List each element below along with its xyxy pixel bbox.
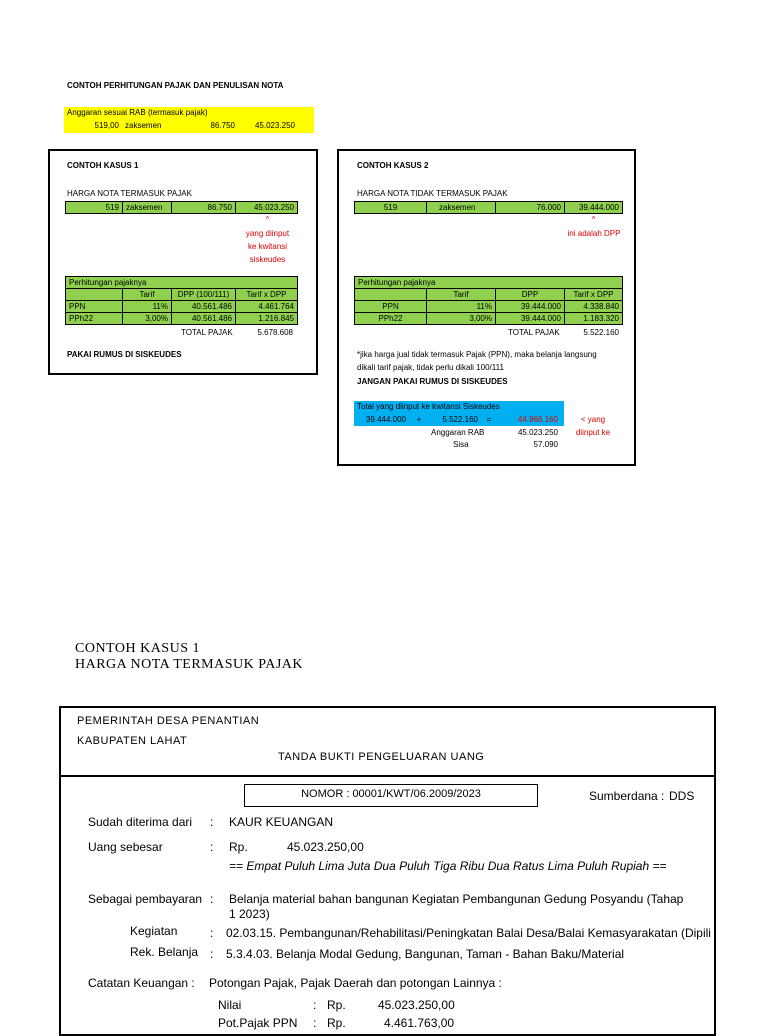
kasus2-caret: ^ [591, 215, 596, 224]
kasus1-pph-label: PPh22 [65, 312, 123, 325]
kasus1-subtitle: HARGA NOTA TERMASUK PAJAK [67, 189, 192, 198]
kasus2-ppn-dpp: 39.444.000 [495, 300, 565, 313]
receipt-pembayaran-value2: 1 2023) [229, 907, 270, 921]
kasus1-pph-dpp: 40.561.486 [171, 312, 236, 325]
kasus1-total-value: 5.678.608 [257, 328, 293, 337]
receipt-kegiatan-label: Kegiatan [130, 924, 178, 938]
receipt-sumberdana-label: Sumberdana : [589, 789, 665, 803]
page-title: CONTOH PERHITUNGAN PAJAK DAN PENULISAN NOTA [67, 81, 284, 90]
kasus1-item: zaksemen [122, 201, 172, 214]
kasus2-note-b: dikali tarif pajak, tidak perlu dikali 100/111 [357, 363, 504, 372]
receipt-ppn-value: 4.461.763,00 [384, 1016, 455, 1030]
anggaran-item: zaksemen [125, 121, 162, 130]
kasus2-plus: + [416, 415, 422, 424]
receipt-diterima-value: KAUR KEUANGAN [229, 815, 334, 829]
kasus2-note-c: JANGAN PAKAI RUMUS DI SISKEUDES [357, 377, 508, 386]
kasus2-pph-value: 1.183.320 [564, 312, 623, 325]
kasus2-ppn-value: 4.338.840 [564, 300, 623, 313]
kasus1-pph-tarif: 3,00% [122, 312, 172, 325]
section2-title1: CONTOH KASUS 1 [75, 641, 200, 656]
kasus2-total-value: 5.522.160 [583, 328, 619, 337]
receipt-kegiatan-value: 02.03.15. Pembangunan/Rehabilitasi/Peningkatan Balai Desa/Balai Kemasyarakatan (Dipili [226, 926, 711, 940]
kasus2-th-tarif: Tarif [426, 288, 496, 301]
kasus1-perhitungan-header: Perhitungan pajaknya [65, 276, 298, 289]
receipt-rek-label: Rek. Belanja [130, 945, 199, 959]
kasus2-perhitungan-header: Perhitungan pajaknya [354, 276, 623, 289]
kasus1-total: 45.023.250 [235, 201, 298, 214]
kasus1-ppn-tarif: 11% [122, 300, 172, 313]
receipt-nilai-label: Nilai [218, 998, 242, 1012]
kasus2-sisa-label: Sisa [453, 440, 469, 449]
receipt-colon-1: : [210, 815, 214, 829]
receipt-colon-7: : [313, 1016, 317, 1030]
kasus2-pph-dpp: 39.444.000 [495, 312, 565, 325]
anggaran-label: Anggaran sesuai RAB (termasuk pajak) [67, 108, 208, 117]
receipt-pembayaran-value1: Belanja material bahan bangunan Kegiatan Pembangunan Gedung Posyandu (Tahap [229, 892, 684, 906]
kasus1-note2: ke kwitansi [247, 242, 288, 251]
receipt-org1: PEMERINTAH DESA PENANTIAN [77, 715, 260, 727]
kasus2-pph-tarif: 3,00% [426, 312, 496, 325]
receipt-org2: KABUPATEN LAHAT [77, 735, 188, 747]
kasus2-eq: = [486, 415, 492, 424]
kasus1-volume: 519 [65, 201, 123, 214]
kasus1-ppn-value: 4.461.764 [235, 300, 298, 313]
kasus1-pph-value: 1.216.845 [235, 312, 298, 325]
kasus2-total-input-label: Total yang diinput ke kwitansi Siskeudes [357, 402, 500, 411]
kasus2-total: 39.444.000 [564, 201, 623, 214]
kasus2-sisa-value: 57.090 [533, 440, 558, 449]
kasus2-total-label: TOTAL PAJAK [508, 328, 560, 337]
kasus1-title: CONTOH KASUS 1 [67, 161, 139, 170]
receipt-heading: TANDA BUKTI PENGELUARAN UANG [278, 751, 485, 763]
receipt-pembayaran-label: Sebagai pembayaran [88, 892, 203, 906]
receipt-colon-5: : [210, 947, 214, 961]
receipt-terbilang: == Empat Puluh Lima Juta Dua Puluh Tiga Ribu Dua Ratus Lima Puluh Rupiah == [229, 859, 667, 873]
receipt-ppn-rp: Rp. [327, 1016, 346, 1030]
kasus1-total-label: TOTAL PAJAK [181, 328, 233, 337]
kasus2-anggaran-label: Anggaran RAB [431, 428, 485, 437]
kasus2-pph-label: PPh22 [354, 312, 427, 325]
anggaran-volume: 519,00 [94, 121, 119, 130]
receipt-rp: Rp. [229, 840, 248, 854]
kasus1-th-tarifxdpp: Tarif x DPP [235, 288, 298, 301]
kasus1-ppn-dpp: 40.561.486 [171, 300, 236, 313]
receipt-colon-6: : [313, 998, 317, 1012]
kasus1-note3: siskeudes [249, 255, 286, 264]
kasus2-volume: 519 [354, 201, 427, 214]
receipt-rek-value: 5.3.4.03. Belanja Modal Gedung, Bangunan, Taman - Bahan Baku/Material [226, 947, 625, 961]
kasus1-footer: PAKAI RUMUS DI SISKEUDES [67, 350, 182, 359]
receipt-catatan-label: Catatan Keuangan : [88, 976, 195, 990]
kasus2-ppn-tarif: 11% [426, 300, 496, 313]
receipt-nilai-rp: Rp. [327, 998, 346, 1012]
receipt-uang-value: 45.023.250,00 [287, 840, 364, 854]
kasus2-note-a: *jika harga jual tidak termasuk Pajak (PPN), maka belanja langsung [357, 350, 597, 359]
kasus2-sum-b: 5.522.160 [442, 415, 478, 424]
anggaran-price: 86.750 [210, 121, 235, 130]
kasus2-th-tarifxdpp: Tarif x DPP [564, 288, 623, 301]
receipt-ppn-label: Pot.Pajak PPN [218, 1016, 298, 1030]
kasus1-price: 86.750 [171, 201, 236, 214]
receipt-nilai-value: 45.023.250,00 [378, 998, 455, 1012]
kasus2-item: zaksemen [426, 201, 496, 214]
receipt-nomor: NOMOR : 00001/KWT/06.2009/2023 [301, 788, 481, 800]
kasus2-th-dpp: DPP [495, 288, 565, 301]
kasus2-ppn-label: PPN [354, 300, 427, 313]
receipt-colon-4: : [210, 926, 214, 940]
receipt-colon-3: : [210, 892, 214, 906]
kasus2-arrow-note2: diinput ke [575, 428, 611, 437]
receipt-colon-2: : [210, 840, 214, 854]
section2-title2: HARGA NOTA TERMASUK PAJAK [75, 657, 304, 672]
kasus1-th-dpp: DPP (100/111) [171, 288, 236, 301]
receipt-uang-label: Uang sebesar [88, 840, 163, 854]
kasus1-caret: ^ [265, 215, 270, 224]
anggaran-total: 45.023.250 [254, 121, 295, 130]
receipt-sumberdana-value: DDS [669, 789, 695, 803]
kasus2-sum-result: 44.966.160 [517, 415, 558, 424]
receipt-divider [59, 775, 716, 777]
receipt-catatan-value: Potongan Pajak, Pajak Daerah dan potongan Lainnya : [209, 976, 502, 990]
kasus2-subtitle: HARGA NOTA TIDAK TERMASUK PAJAK [357, 189, 508, 198]
kasus2-arrow-note1: < yang [580, 415, 606, 424]
kasus2-title: CONTOH KASUS 2 [357, 161, 429, 170]
kasus2-note: ini adalah DPP [567, 229, 621, 238]
kasus2-price: 76.000 [495, 201, 565, 214]
receipt-diterima-label: Sudah diterima dari [88, 815, 193, 829]
kasus2-anggaran-value: 45.023.250 [517, 428, 558, 437]
kasus1-note1: yang diinput [245, 229, 290, 238]
kasus2-sum-a: 39.444.000 [365, 415, 406, 424]
kasus1-ppn-label: PPN [65, 300, 123, 313]
kasus1-th-tarif: Tarif [122, 288, 172, 301]
